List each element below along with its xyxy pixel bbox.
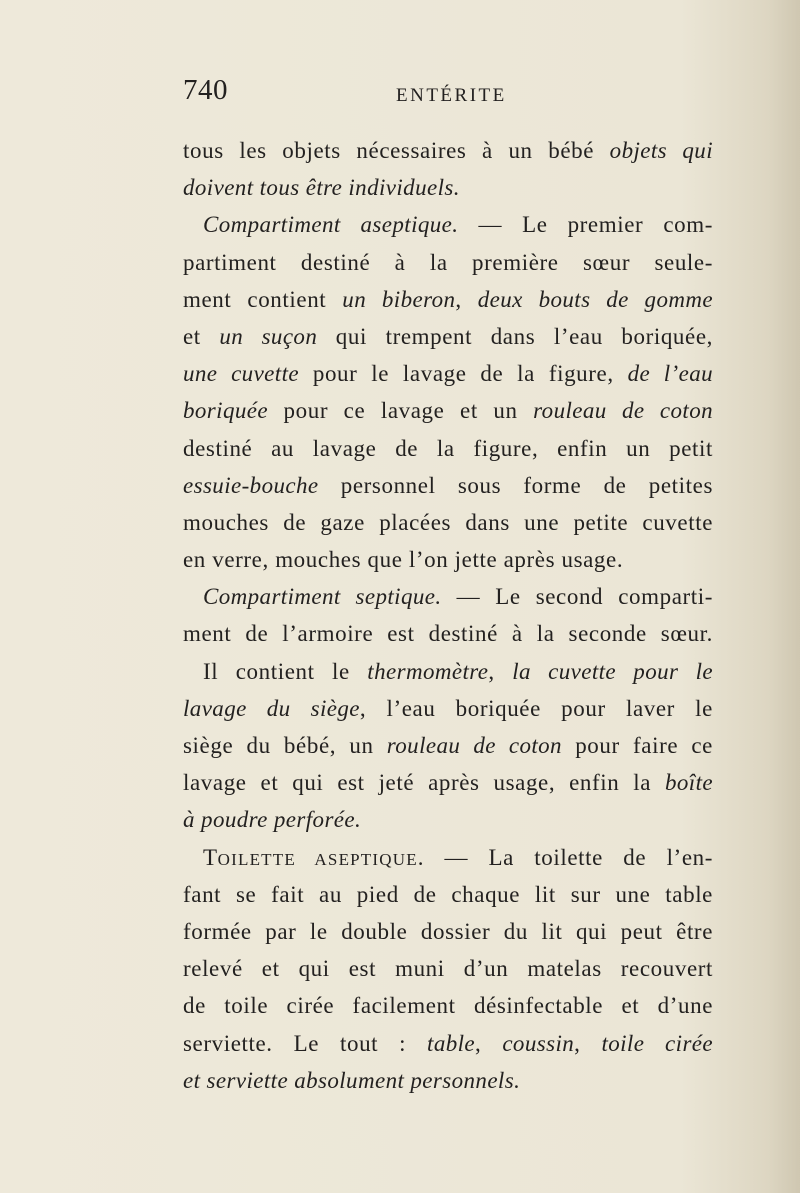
text-line: [183, 206, 713, 243]
text-line: [183, 281, 713, 318]
text-segment: siège du bébé, un: [183, 733, 387, 758]
italic-segment: boriquée: [183, 398, 268, 424]
text-line: [183, 318, 713, 355]
text-line: [183, 504, 713, 541]
text-line: [183, 467, 713, 504]
italic-segment: doivent tous être individuels.: [183, 175, 460, 201]
italic-segment: une cuvette: [183, 361, 299, 387]
text-segment: — Le second comparti-: [441, 584, 713, 610]
text-segment: de toile cirée facilement désinfectable et d’une: [183, 993, 713, 1019]
text-segment: ,: [574, 1030, 602, 1056]
text-line: [183, 169, 713, 206]
text-line: [183, 913, 713, 950]
text-segment: . — La toilette de l’en-: [417, 844, 713, 870]
text-line: [183, 653, 713, 690]
text-segment: pour faire ce: [561, 733, 713, 758]
text-line: [183, 801, 713, 838]
text-segment: serviette. Le tout :: [183, 1030, 428, 1056]
text-line: [183, 392, 713, 429]
text-line: [183, 1025, 713, 1062]
italic-segment: de l’eau: [627, 361, 713, 387]
text-segment: destiné au lavage de la figure, enfin un petit: [183, 435, 713, 461]
text-segment: Il contient le: [203, 658, 368, 684]
text-segment: partiment destiné à la première sœur seule-: [183, 249, 713, 275]
italic-segment: rouleau de coton: [533, 398, 714, 424]
italic-segment: lavage du siège: [183, 695, 360, 721]
running-head: ENTÉRITE: [396, 85, 507, 106]
text-segment: ment de l’armoire est destiné à la seconde sœur.: [183, 621, 713, 647]
text-segment: et: [183, 323, 220, 349]
text-segment: ment contient: [183, 286, 343, 312]
text-line: [183, 727, 713, 764]
italic-segment: coussin: [502, 1030, 575, 1056]
italic-segment: table: [427, 1030, 476, 1056]
italic-segment: objets qui: [609, 138, 713, 163]
text-segment: T: [203, 844, 218, 870]
text-line: [183, 615, 713, 652]
italic-segment: rouleau de coton: [386, 733, 562, 758]
text-segment: pour ce lavage et un: [267, 398, 534, 424]
italic-segment: à poudre perforée.: [183, 807, 362, 833]
italic-segment: un suçon: [219, 323, 318, 349]
text-segment: mouches de gaze placées dans une petite cuvette: [183, 509, 713, 535]
text-line: [183, 950, 713, 987]
text-line: [183, 987, 713, 1024]
text-line: [183, 764, 713, 801]
text-segment: ,: [475, 1030, 503, 1056]
text-line: [183, 876, 713, 913]
text-segment: qui trempent dans l’eau boriquée,: [317, 323, 714, 349]
text-segment: formée par le double dossier du lit qui peut être: [183, 918, 713, 944]
text-segment: en verre, mouches que l’on jette après usage.: [183, 547, 624, 573]
italic-segment: toile cirée: [601, 1030, 714, 1056]
text-line: [183, 839, 713, 876]
italic-segment: un biberon: [342, 286, 456, 312]
italic-segment: et serviette absolument personnels.: [183, 1067, 521, 1093]
text-line: [183, 1062, 713, 1099]
text-line: [183, 132, 713, 169]
page-number: 740: [183, 74, 228, 106]
page-header: [183, 74, 723, 110]
text-segment: ,: [455, 286, 478, 312]
italic-segment: boîte: [665, 770, 713, 796]
text-line: [183, 244, 713, 281]
text-segment: fant se fait au pied de chaque lit sur une table: [183, 881, 713, 907]
text-segment: relevé et qui est muni d’un matelas recouvert: [183, 956, 713, 982]
italic-segment: essuie-bouche: [183, 472, 319, 498]
text-segment: ,: [488, 658, 513, 684]
text-segment: lavage et qui est jeté après usage, enfin la: [183, 770, 665, 796]
text-line: [183, 355, 713, 392]
text-segment: personnel sous forme de petites: [318, 472, 713, 498]
text-segment: OILETTE ASEPTIQUE: [217, 849, 418, 869]
text-line: [183, 430, 713, 467]
text-segment: pour le lavage de la figure,: [298, 361, 628, 387]
italic-segment: thermomètre: [367, 658, 489, 684]
text-segment: , l’eau boriquée pour laver le: [359, 695, 713, 721]
text-line: [183, 690, 713, 727]
text-segment: tous les objets nécessaires à un bébé: [183, 138, 610, 163]
body-text: [183, 132, 713, 1099]
text-line: [183, 541, 713, 578]
italic-segment: deux bouts de gomme: [477, 286, 713, 312]
italic-segment: la cuvette pour le: [512, 658, 713, 684]
text-line: [183, 578, 713, 615]
italic-segment: Compartiment aseptique.: [203, 212, 459, 238]
italic-segment: Compartiment septique.: [203, 584, 442, 610]
text-segment: — Le premier com-: [458, 212, 713, 238]
